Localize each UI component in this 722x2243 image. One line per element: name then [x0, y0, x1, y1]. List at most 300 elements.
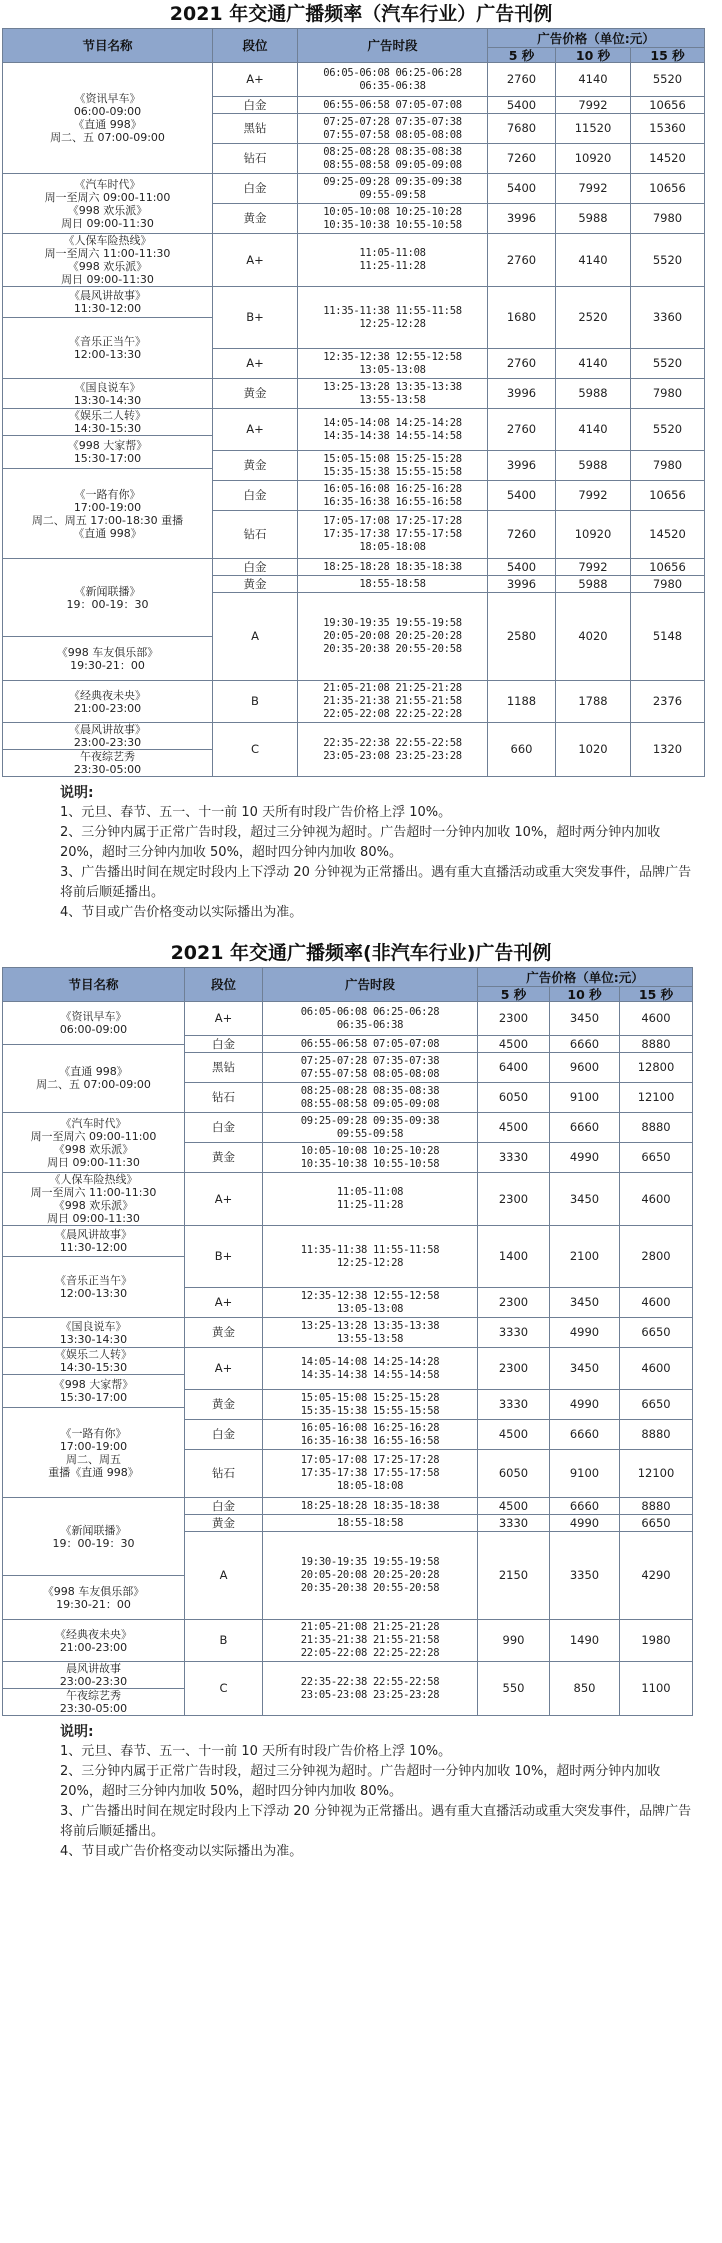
program-line: 《998 大家帮》: [53, 1378, 134, 1391]
price-15s-cell: 5520: [631, 349, 705, 379]
program-cell: [3, 1257, 185, 1318]
price-5s-cell: 2150: [478, 1532, 550, 1620]
slot-line: 12:35-12:38 12:55-12:58: [323, 350, 462, 363]
price-5s-cell: 550: [478, 1662, 550, 1716]
program-cell: [3, 1318, 185, 1348]
program-line: 21:00-23:00: [73, 701, 142, 715]
slot-line: 11:05-11:08: [336, 1186, 404, 1198]
price-5s-cell: 6050: [478, 1450, 550, 1498]
slots-cell: [298, 576, 488, 593]
header-15s: 15 秒: [631, 48, 705, 63]
slots-cell: [298, 451, 488, 481]
tier-cell: 黑钻: [185, 1053, 263, 1083]
program-line: 19:30-21：00: [70, 658, 145, 672]
tier-cell: B: [185, 1620, 263, 1662]
program-line: 13:30-14:30: [59, 1332, 128, 1346]
note-item: 2、三分钟内属于正常广告时段，超过三分钟视为超时。广告超时一分钟内加收 10%，超时两分钟内加收 20%，超时三分钟内加收 50%，超时四分钟内加收 80%。: [60, 1764, 661, 1799]
tier-cell: A+: [185, 1288, 263, 1318]
price-5s-cell: 6400: [478, 1053, 550, 1083]
price-15s-cell: 1980: [620, 1620, 693, 1662]
header-5s: 5 秒: [478, 987, 550, 1002]
program-line: 《新闻联播》: [60, 1523, 127, 1537]
program-cell: [3, 681, 213, 723]
price-15s-cell: 6650: [620, 1515, 693, 1532]
program-cell: [3, 1348, 185, 1375]
price-10s-cell: 4990: [550, 1390, 620, 1420]
program-line: 周二、五 07:00-09:00: [36, 1078, 151, 1092]
price-10s-cell: 4020: [556, 593, 631, 681]
slot-line: 16:35-16:38 16:55-16:58: [300, 1434, 440, 1447]
program-line: 15:30-17:00: [59, 1391, 128, 1404]
price-10s-cell: 5988: [556, 576, 631, 593]
program-cell: [3, 637, 213, 681]
slot-line: 16:05-16:08 16:25-16:28: [323, 482, 462, 495]
table-row: [3, 409, 705, 436]
program-line: 17:00-19:00: [59, 1439, 128, 1453]
price-5s-cell: 3330: [478, 1143, 550, 1173]
slots-cell: [298, 97, 488, 114]
price-15s-cell: 10656: [631, 97, 705, 114]
price-5s-cell: 2300: [478, 1002, 550, 1036]
price-10s-cell: 2520: [556, 287, 631, 349]
slot-line: 08:55-08:58 09:05-09:08: [323, 158, 462, 171]
program-line: 《汽车时代》: [60, 1116, 127, 1130]
tier-cell: 白金: [213, 174, 298, 204]
table-row: [3, 559, 705, 576]
price-15s-cell: 7980: [631, 451, 705, 481]
program-line: 19：00-19：30: [52, 1536, 135, 1550]
slots-cell: [298, 379, 488, 409]
price-15s-cell: 6650: [620, 1143, 693, 1173]
price-5s-cell: 3330: [478, 1390, 550, 1420]
slot-line: 08:55-08:58 09:05-09:08: [300, 1097, 440, 1110]
program-line: 《998 欢乐派》: [53, 1142, 134, 1156]
tier-cell: 钻石: [185, 1450, 263, 1498]
program-cell: [3, 1226, 185, 1257]
tier-cell: 黄金: [213, 576, 298, 593]
program-line: 《晨风讲故事》: [55, 1228, 132, 1241]
slot-line: 22:35-22:38 22:55-22:58: [300, 1675, 440, 1688]
program-cell: [3, 1044, 185, 1113]
price-5s-cell: 990: [478, 1620, 550, 1662]
tier-cell: B+: [213, 287, 298, 349]
program-line: 《经典夜未央》: [69, 688, 146, 702]
price-15s-cell: 7980: [631, 576, 705, 593]
note-item: 3、广告播出时间在规定时段内上下浮动 20 分钟视为正常播出。遇有重大直播活动或重大突发事件，品牌广告将前后顺延播出。: [60, 865, 692, 900]
price-10s-cell: 6660: [550, 1036, 620, 1053]
program-line: 23:30-05:00: [59, 1702, 128, 1715]
slot-line: 18:55-18:58: [359, 577, 426, 590]
price-15s-cell: 8880: [620, 1036, 693, 1053]
program-cell: [3, 379, 213, 409]
tier-cell: 黑钻: [213, 114, 298, 144]
price-5s-cell: 1680: [488, 287, 556, 349]
price-10s-cell: 9100: [550, 1450, 620, 1498]
program-line: 《人保车险热线》: [49, 1173, 138, 1186]
price-5s-cell: 2760: [488, 349, 556, 379]
price-10s-cell: 7992: [556, 97, 631, 114]
rate-table: [2, 967, 693, 1716]
price-15s-cell: 12800: [620, 1053, 693, 1083]
program-line: 《一路有你》: [74, 487, 141, 501]
table-row: [3, 723, 705, 750]
price-10s-cell: 6660: [550, 1420, 620, 1450]
slot-line: 21:05-21:08 21:25-21:28: [300, 1621, 440, 1633]
slots-cell: [298, 174, 488, 204]
slot-line: 21:35-21:38 21:55-21:58: [323, 695, 462, 707]
program-line: 06:00-09:00: [59, 1022, 128, 1036]
note-item: 4、节目或广告价格变动以实际播出为准。: [60, 905, 303, 920]
price-10s-cell: 11520: [556, 114, 631, 144]
program-cell: [3, 1662, 185, 1689]
program-cell: [3, 174, 213, 234]
price-10s-cell: 3450: [550, 1288, 620, 1318]
slot-line: 16:35-16:38 16:55-16:58: [323, 495, 462, 508]
program-line: 《音乐正当午》: [55, 1274, 132, 1287]
price-5s-cell: 3330: [478, 1318, 550, 1348]
program-cell: [3, 1173, 185, 1226]
program-line: 《国良说车》: [60, 1319, 127, 1333]
price-10s-cell: 4990: [550, 1318, 620, 1348]
slot-line: 10:35-10:38 10:55-10:58: [300, 1157, 440, 1170]
price-15s-cell: 4290: [620, 1532, 693, 1620]
slot-line: 15:05-15:08 15:25-15:28: [300, 1391, 440, 1404]
program-cell: [3, 1113, 185, 1173]
program-line: 14:30-15:30: [59, 1361, 128, 1374]
tier-cell: 黄金: [213, 204, 298, 234]
slot-line: 11:25-11:28: [359, 260, 426, 272]
program-line: 周二、五 07:00-09:00: [50, 131, 165, 144]
program-line: 06:00-09:00: [73, 105, 142, 118]
program-line: 《资讯早车》: [74, 92, 141, 105]
slot-line: 13:55-13:58: [359, 393, 426, 406]
slot-line: 15:35-15:38 15:55-15:58: [323, 465, 462, 478]
program-line: 15:30-17:00: [73, 452, 142, 465]
slots-cell: [298, 349, 488, 379]
program-line: 午夜综艺秀: [80, 750, 135, 763]
price-5s-cell: 2300: [478, 1288, 550, 1318]
price-10s-cell: 4990: [550, 1515, 620, 1532]
price-10s-cell: 1788: [556, 681, 631, 723]
program-line: 周日 09:00-11:30: [61, 216, 154, 230]
slots-cell: [263, 1515, 478, 1532]
price-15s-cell: 7980: [631, 379, 705, 409]
note-item: 3、广告播出时间在规定时段内上下浮动 20 分钟视为正常播出。遇有重大直播活动或重大突发事件，品牌广告将前后顺延播出。: [60, 1804, 692, 1839]
slot-line: 07:55-07:58 08:05-08:08: [300, 1067, 440, 1080]
price-15s-cell: 6650: [620, 1390, 693, 1420]
header-program: 节目名称: [3, 968, 185, 1002]
price-10s-cell: 7992: [556, 559, 631, 576]
tier-cell: 白金: [213, 481, 298, 511]
program-line: 《娱乐二人转》: [55, 1348, 132, 1361]
tier-cell: 白金: [185, 1113, 263, 1143]
slots-cell: [298, 287, 488, 349]
tier-cell: 黄金: [185, 1143, 263, 1173]
price-5s-cell: 4500: [478, 1498, 550, 1515]
price-15s-cell: 6650: [620, 1318, 693, 1348]
program-line: 11:30-12:00: [59, 1241, 128, 1254]
program-line: 《经典夜未央》: [55, 1627, 132, 1641]
program-line: 周日 09:00-11:30: [47, 1212, 140, 1225]
slot-line: 11:05-11:08: [359, 247, 426, 259]
price-10s-cell: 4990: [550, 1143, 620, 1173]
slots-cell: [298, 63, 488, 97]
slot-line: 13:05-13:08: [336, 1302, 404, 1315]
program-line: 《998 车友俱乐部》: [42, 1584, 145, 1598]
tier-cell: C: [185, 1662, 263, 1716]
tier-cell: 白金: [213, 559, 298, 576]
price-15s-cell: 8880: [620, 1113, 693, 1143]
slots-cell: [298, 511, 488, 559]
program-line: 《一路有你》: [60, 1426, 127, 1440]
price-5s-cell: 4500: [478, 1036, 550, 1053]
price-10s-cell: 9600: [550, 1053, 620, 1083]
slot-line: 14:05-14:08 14:25-14:28: [323, 416, 462, 429]
price-15s-cell: 4600: [620, 1348, 693, 1390]
slots-cell: [263, 1226, 478, 1288]
tier-cell: B: [213, 681, 298, 723]
slot-line: 06:35-06:38: [359, 79, 426, 92]
slots-cell: [298, 723, 488, 777]
program-line: 《新闻联播》: [74, 584, 141, 598]
slot-line: 08:25-08:28 08:35-08:38: [300, 1084, 440, 1097]
price-5s-cell: 2300: [478, 1173, 550, 1226]
slot-line: 18:05-18:08: [359, 541, 426, 553]
table-row: [3, 379, 705, 409]
program-line: 11:30-12:00: [73, 302, 142, 315]
slots-cell: [298, 234, 488, 287]
slot-line: 10:05-10:08 10:25-10:28: [323, 205, 462, 218]
tier-cell: 白金: [185, 1036, 263, 1053]
slots-cell: [263, 1173, 478, 1226]
program-cell: [3, 1620, 185, 1662]
price-5s-cell: 5400: [488, 174, 556, 204]
notes-title: 说明:: [60, 1724, 94, 1740]
price-5s-cell: 2760: [488, 234, 556, 287]
price-10s-cell: 4140: [556, 349, 631, 379]
slots-cell: [263, 1450, 478, 1498]
rate-card-auto: [0, 0, 722, 923]
header-10s: 10 秒: [550, 987, 620, 1002]
program-line: 14:30-15:30: [73, 422, 142, 435]
price-15s-cell: 12100: [620, 1450, 693, 1498]
price-15s-cell: 3360: [631, 287, 705, 349]
slot-line: 08:25-08:28 08:35-08:38: [323, 145, 462, 158]
header-5s: 5 秒: [488, 48, 556, 63]
slot-line: 14:35-14:38 14:55-14:58: [300, 1368, 440, 1381]
program-line: 周日 09:00-11:30: [47, 1155, 140, 1169]
price-15s-cell: 5520: [631, 409, 705, 451]
table-row: [3, 63, 705, 97]
price-5s-cell: 3996: [488, 451, 556, 481]
program-line: 19：00-19：30: [66, 597, 149, 611]
price-15s-cell: 15360: [631, 114, 705, 144]
slot-line: 17:05-17:08 17:25-17:28: [300, 1454, 440, 1466]
slot-line: 13:25-13:28 13:35-13:38: [323, 380, 462, 393]
table-row: [3, 234, 705, 287]
program-line: 周二、周五: [66, 1452, 121, 1466]
slots-cell: [263, 1036, 478, 1053]
price-15s-cell: 8880: [620, 1498, 693, 1515]
price-10s-cell: 4140: [556, 409, 631, 451]
price-10s-cell: 5988: [556, 451, 631, 481]
slots-cell: [263, 1498, 478, 1515]
tier-cell: A+: [213, 234, 298, 287]
slot-line: 06:35-06:38: [336, 1018, 404, 1031]
tier-cell: A+: [185, 1348, 263, 1390]
note-item: 1、元旦、春节、五一、十一前 10 天所有时段广告价格上浮 10%。: [60, 1744, 452, 1759]
program-line: 重播《直通 998》: [48, 1465, 139, 1479]
slots-cell: [263, 1420, 478, 1450]
price-15s-cell: 7980: [631, 204, 705, 234]
program-cell: [3, 409, 213, 436]
tier-cell: A+: [213, 63, 298, 97]
program-line: 《直通 998》: [59, 1065, 128, 1079]
tier-cell: 白金: [185, 1498, 263, 1515]
slot-line: 23:05-23:08 23:25-23:28: [300, 1688, 440, 1701]
price-15s-cell: 2800: [620, 1226, 693, 1288]
tier-cell: A+: [185, 1002, 263, 1036]
slot-line: 06:55-06:58 07:05-07:08: [323, 98, 462, 111]
notes: [60, 783, 700, 923]
slot-line: 23:05-23:08 23:25-23:28: [323, 749, 462, 762]
price-15s-cell: 4600: [620, 1173, 693, 1226]
program-line: 《娱乐二人转》: [69, 409, 146, 422]
price-5s-cell: 2760: [488, 63, 556, 97]
header-tier: 段位: [185, 968, 263, 1002]
program-line: 周日 09:00-11:30: [61, 273, 154, 286]
program-line: 《晨风讲故事》: [69, 723, 146, 736]
price-15s-cell: 1320: [631, 723, 705, 777]
program-cell: [3, 1408, 185, 1498]
tier-cell: 钻石: [185, 1083, 263, 1113]
table-row: [3, 1173, 693, 1226]
tier-cell: A: [213, 593, 298, 681]
price-10s-cell: 7992: [556, 481, 631, 511]
price-15s-cell: 5520: [631, 234, 705, 287]
tier-cell: A+: [185, 1173, 263, 1226]
program-cell: [3, 1689, 185, 1716]
price-15s-cell: 10656: [631, 481, 705, 511]
program-line: 23:00-23:30: [59, 1675, 128, 1688]
table-row: [3, 1348, 693, 1375]
program-line: 12:00-13:30: [59, 1287, 128, 1300]
price-10s-cell: 3450: [550, 1173, 620, 1226]
note-item: 1、元旦、春节、五一、十一前 10 天所有时段广告价格上浮 10%。: [60, 805, 452, 820]
slot-line: 10:35-10:38 10:55-10:58: [323, 218, 462, 231]
program-cell: [3, 469, 213, 559]
header-15s: 15 秒: [620, 987, 693, 1002]
slot-line: 22:35-22:38 22:55-22:58: [323, 736, 462, 749]
slot-line: 16:05-16:08 16:25-16:28: [300, 1421, 440, 1434]
price-15s-cell: 5148: [631, 593, 705, 681]
slot-line: 07:55-07:58 08:05-08:08: [323, 128, 462, 141]
price-5s-cell: 3996: [488, 379, 556, 409]
program-line: 《汽车时代》: [74, 177, 141, 191]
slots-cell: [298, 481, 488, 511]
header-tier: 段位: [213, 29, 298, 63]
slot-line: 21:35-21:38 21:55-21:58: [300, 1634, 440, 1646]
note-item: 2、三分钟内属于正常广告时段，超过三分钟视为超时。广告超时一分钟内加收 10%，超时两分钟内加收 20%，超时三分钟内加收 50%，超时四分钟内加收 80%。: [60, 825, 661, 860]
slot-line: 06:05-06:08 06:25-06:28: [323, 66, 462, 79]
slot-line: 19:30-19:35 19:55-19:58: [300, 1556, 440, 1568]
price-5s-cell: 5400: [488, 481, 556, 511]
slot-line: 18:05-18:08: [336, 1480, 404, 1492]
program-line: 《音乐正当午》: [69, 335, 146, 348]
price-10s-cell: 3450: [550, 1348, 620, 1390]
price-5s-cell: 2580: [488, 593, 556, 681]
program-cell: [3, 1375, 185, 1408]
price-15s-cell: 8880: [620, 1420, 693, 1450]
slot-line: 11:25-11:28: [336, 1199, 404, 1211]
table-row: [3, 681, 705, 723]
program-line: 《直通 998》: [73, 118, 142, 131]
program-line: 23:00-23:30: [73, 736, 142, 749]
slot-line: 22:05-22:08 22:25-22:28: [300, 1647, 440, 1659]
program-line: 晨风讲故事: [66, 1662, 121, 1675]
slot-line: 11:35-11:38 11:55-11:58: [300, 1243, 440, 1256]
price-5s-cell: 3996: [488, 576, 556, 593]
price-15s-cell: 12100: [620, 1083, 693, 1113]
price-15s-cell: 10656: [631, 559, 705, 576]
price-10s-cell: 3350: [550, 1532, 620, 1620]
slots-cell: [263, 1113, 478, 1143]
program-cell: [3, 559, 213, 637]
program-line: 周二、周五 17:00-18:30 重播: [31, 513, 184, 527]
table-row: [3, 1662, 693, 1689]
slots-cell: [263, 1083, 478, 1113]
slot-line: 11:35-11:38 11:55-11:58: [323, 304, 462, 317]
slot-line: 09:55-09:58: [336, 1127, 404, 1140]
price-10s-cell: 10920: [556, 511, 631, 559]
program-cell: [3, 723, 213, 750]
price-10s-cell: 4140: [556, 234, 631, 287]
slots-cell: [263, 1620, 478, 1662]
price-10s-cell: 9100: [550, 1083, 620, 1113]
slot-line: 20:35-20:38 20:55-20:58: [300, 1582, 440, 1594]
slot-line: 07:25-07:28 07:35-07:38: [300, 1054, 440, 1067]
price-15s-cell: 4600: [620, 1288, 693, 1318]
slot-line: 06:55-06:58 07:05-07:08: [300, 1037, 440, 1050]
price-5s-cell: 1400: [478, 1226, 550, 1288]
slots-cell: [263, 1143, 478, 1173]
price-15s-cell: 14520: [631, 511, 705, 559]
slot-line: 14:05-14:08 14:25-14:28: [300, 1355, 440, 1368]
slots-cell: [263, 1390, 478, 1420]
price-15s-cell: 14520: [631, 144, 705, 174]
tier-cell: 钻石: [213, 511, 298, 559]
price-10s-cell: 1490: [550, 1620, 620, 1662]
slot-line: 12:25-12:28: [359, 317, 426, 330]
program-line: 23:30-05:00: [73, 763, 142, 776]
slot-line: 06:05-06:08 06:25-06:28: [300, 1005, 440, 1018]
slot-line: 20:05-20:08 20:25-20:28: [323, 630, 462, 642]
slots-cell: [298, 409, 488, 451]
slots-cell: [263, 1053, 478, 1083]
header-slots: 广告时段: [298, 29, 488, 63]
header-price: 广告价格（单位:元）: [488, 29, 705, 48]
price-5s-cell: 7260: [488, 144, 556, 174]
price-5s-cell: 2300: [478, 1348, 550, 1390]
slots-cell: [298, 144, 488, 174]
slot-line: 09:55-09:58: [359, 188, 426, 201]
program-cell: [3, 1002, 185, 1045]
table-row: [3, 1620, 693, 1662]
program-line: 《国良说车》: [74, 380, 141, 394]
slots-cell: [263, 1662, 478, 1716]
program-line: 周一至周六 09:00-11:00: [30, 1129, 157, 1143]
slots-cell: [263, 1532, 478, 1620]
